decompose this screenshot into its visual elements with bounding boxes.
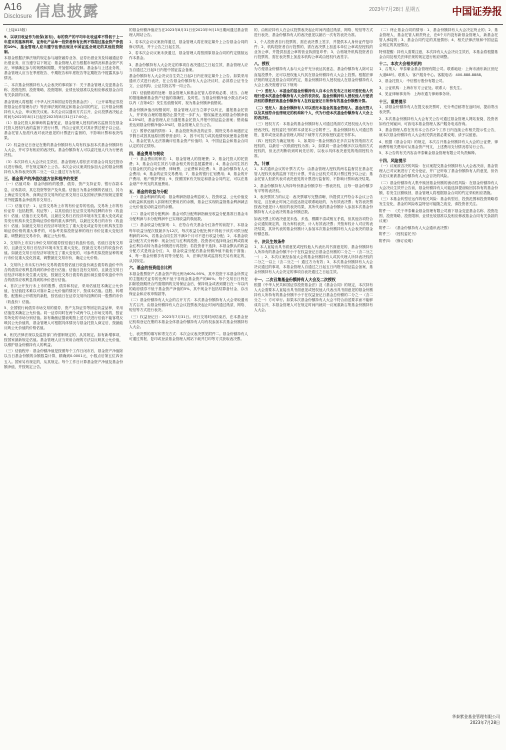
paragraph: 4、根据《基金合同》的规定，本次召开基金份额持有人大会的公证费、律师费等相关费用可从基金资产列支，上述费用支付情况将另行公告。 — [379, 139, 498, 149]
paragraph: 基金份额净值出现错误时，基金管理人应当立即予以纠正，通报基金托管人，并采取合理的措施防止损失进一步扩大；错误偏差达到基金份额净值0.25%时，基金管理人应当通报基金托管人并报中国证监会备案；错误偏差达到基金份额净值0.5%时，基金管理人应当公告。 — [129, 107, 248, 127]
paragraph: 1、若本次会议议案获得通过，基金管理人将在规定媒介上公告基金合同的修订情况，并于公告之日起生效。 — [129, 39, 248, 49]
section-heading: 四、基金费用与税收 — [129, 151, 165, 157]
paragraph: （三）估值程序：基金份额净值是按照每个工作日闭市后，基金资产净值除以当日基金份额的余额数量计算，精确到0.0001元，小数点后第五位四舍五入。国家另有规定的，从其规定。每个工作日计算基金资产净值及基金份额净值，并按规定公告。 — [4, 349, 123, 369]
paragraph: 的基金份额净值应当在2023年8月31日至2023年9月15日期间通过基金管理人网站公告。 — [129, 28, 248, 38]
paragraph: 为方便基金份额持有人参与大会并充分表达其意志，基金份额持有人除可以直接投票外，还可以授权他人代其在基金份额持有人大会上投票。根据法律法规的规定及基金合同的约定，基金份额持有人授权他人在基金份额持有人大会上表决需遵守以下规则： — [254, 67, 373, 87]
paragraph: （一）议案被否决的风险：在议案提交基金份额持有人大会表决前，基金管理人已对议案进行了充分论证，并广泛听取了基金份额持有人的意见，但仍存在议案被基金份额持有人大会否决的风险。 — [379, 164, 498, 179]
paragraph: 3、基金份额持有人大会决定的事项自表决通过之日起生效，基金管理人应当自通过之日起5日内报中国证监会备案。 — [129, 62, 248, 72]
paragraph: 1、本次通讯会议的计票方式为：由基金管理人授权的两名监督员在基金托管人授权代表的监督下进行计票，并由公证机关对其计票过程予以公证；基金托管人拒派代表对表决意见的计票进行监督的，不影响计票和表决结果。 — [254, 166, 373, 182]
paragraph: 6、相关法律法规以及监管部门有强制规定的，从其规定。如有新增事项，按国家最新规定估值。基金管理人应当采用合理的方法以反映其公允价值，以维护基金份额持有人的利益。 — [4, 332, 123, 347]
paragraph: 3、基金管理人将在发布本公告后2个工作日内连续公布相关提示性公告，就本次基金份额持有人大会相关情况做必要说明，请予以留意。 — [379, 128, 498, 138]
section-heading: 九、计票 — [254, 160, 270, 166]
text-column-4 — [379, 28, 498, 740]
paragraph: 附件一：《关于华泰紫金基金管理有限公司旗下基金变更基金名称、投资范围、投资策略、投资限制、业绩比较基准以及相应修改基金合同有关条款的议案》 — [379, 208, 498, 224]
paragraph: 根据《中华人民共和国证券投资基金法》及《基金合同》的规定，本次持有人大会需要本人直接出具书面意见或授权他人代表出具书面意见的基金份额持有人所持有的基金份额不小于在权益登记日基金总份额的二分之一（含二分之一）方可举行。如果本次基金份额持有人大会不符合前述要求而不能够成功召开，本基金管理人可在规定时间内就同一议案重新召集基金份额持有人大会。 — [254, 282, 373, 313]
paragraph: 2、基金托管人：中信银行股份有限公司。 — [379, 79, 446, 84]
paragraph: （一）委托人：本基金的基金份额持有人自本公告发布之日起可委托他人代理行使本次基金份额持有人大会的表决权。基金份额持有人授权他人行使表决权的票数按该基金份额持有人在权益登记日所持有的基金份额数计算。 — [254, 89, 373, 104]
paragraph: （二）估值方法：1、证券交易所上市的有价证券的估值。交易所上市的有价证券（包括股票、权证等），以其估值日在证券交易所挂牌的市价（收盘价）估值；估值日无交易的，且最近交易日后经济环境未发生重大变化或证券发行机构未发生影响证券价格的重大事件的，以最近交易日的市价（收盘价）估值；如最近交易日后经济环境发生了重大变化或证券发行机构发生影响证券价格的重大事件的，可参考类似投资品种的现行市价及重大变化因素，调整最近交易市价，确定公允价格。 — [4, 204, 123, 239]
paragraph: （三）授权方式：本基金的基金份额持有人可通过纸面方式授权他人代为行使表决权。授权委托书的样本请见本公告附件三。基金份额持有人可通过剪报、复印或登录基金管理人网站下载等方式获取授权委托书样本。 — [254, 122, 373, 137]
paragraph: （二）基金份额持有人大会的召开方式：本次基金份额持有人大会采取通讯方式召开，由基金份额持有人在会议投票表决起止时间内通过纸质、网络、短信等方式进行表决。 — [129, 298, 248, 313]
paragraph: 9、以项目收益作为担保(如有)，标的资产的平均年化收益率不得低于上一年度末的基准利率，证券化产品单一投资者持有比例不得超过基金资产净值的10%，基金管理人应当遵守法律法规及中国证监会规定的其他投资限制。 — [4, 34, 123, 54]
paragraph: （3）本次持有人大会决议生效后，基金管理人将依法对基金合同及托管协议进行修改，并在规定媒介上公告。本次会议议案须经参加大会的基金份额持有人所持表决权的二分之一以上通过方为有效。 — [4, 159, 123, 174]
paragraph: 特别提醒：持有人需要注意，本次持有人大会决议生效后，本基金将根据基金合同及相关法律法规的规定进行相应调整。 — [379, 49, 498, 59]
paragraph: 1、本人直接出具书面意见或授权他人代表出具书面意见的，基金份额持有人所持有的基金份额不小于在权益登记日基金总份额的二分之一（含二分之一）；2、本次议案经参加大会的基金份额持有人或其代理人所持表决权的二分之一以上（含二分之一）通过方为有效；3、本次基金份额持有人大会决议通过的事项，本基金管理人自通过之日起五日内报中国证监会备案，基金份额持有人大会决定的事项自表决通过之日起生效。 — [254, 244, 373, 275]
paragraph: 3、交易所上市未实行净价交易的债券按估值日收盘价减去债券收盘价中所含的债券应收利息得到的净价进行估值；估值日没有交易的，且最近交易日后经济环境未发生重大变化，按最近交易日债券收盘价减去债券收盘价中所含的债券应收利息得到的净价进行估值。 — [4, 262, 123, 282]
signature-company: 华泰紫金基金管理有限公司 — [452, 714, 500, 719]
paragraph: 七、表决票的填写和寄交方式：本次会议表决票见附件二。基金份额持有人可通过剪报、复印或登录基金管理人网站下载并打印等方式获取表决票。 — [129, 331, 248, 341]
paragraph: 附件四：《修订说明》 — [379, 238, 415, 243]
paragraph: 5、本公告的有关内容由华泰紫金基金管理有限公司负责解释。 — [379, 151, 479, 156]
paragraph: 1、召集人：华泰紫金基金管理有限公司。联系地址：上海市浦东新区世纪大道88号。联系人：客户服务中心。客服电话：400-888-8888。 — [379, 67, 498, 77]
paragraph: （二）受托人：基金份额持有人可以委托本基金的基金管理人、基金托管人以及其他符合法律规定的机构和个人，代为行使本次基金份额持有人大会上的表决权。 — [254, 105, 373, 120]
section-heading: 五、基金的收益与分配 — [129, 189, 168, 195]
paragraph: 1、个人投资者自行投票的，需在表决票上签字，并提供本人身份证件复印件；2、机构投资者自行投票的，需在表决票上加盖本单位公章或经授权的业务公章，并提供加盖公章的营业执照复印件；3、合格境外机构投资者自行投票的，需在表决票上加盖本机构公章或由授权代表签字。 — [254, 39, 373, 59]
paragraph: 附件三：《授权委托书》 — [379, 232, 419, 237]
paragraph: 3、公证机构：上海市东方公证处。联系人：张先生。 — [379, 85, 464, 90]
paragraph: 5、全国银行间债券市场交易的债券、资产支持证券等固定收益品种，采用估值技术确定公允价值。同一证券同时在两个或两个以上市场交易的，按证券所处的市场分别估值。如有确凿证据表明按上述方法进行估值不能客观反映其公允价值的，基金管理人可根据具体情况与基金托管人商定后，按最能反映公允价值的价格估值。 — [4, 306, 123, 331]
section-title: 信息披露 — [35, 2, 100, 20]
text-column-2 — [129, 28, 248, 740]
issue-date: 2023年7月28日 星期五 — [369, 7, 420, 13]
newspaper-masthead: 中国证券报 — [452, 7, 502, 18]
section-heading: 十三、重要提示 — [379, 98, 407, 104]
paragraph: （2）权益登记日登记在册的基金份额持有人均有权参加本次基金份额持有人大会，并可享有相应的表决权。基金份额持有人可以委托他人代为行使表决权。 — [4, 142, 123, 158]
paragraph: （五）暂停估值的情形：1、基金投资所涉及的证券、期货交易市场遇法定节假日或因其他原因暂停营业时；2、因不可抗力或其他情形致使基金管理人、基金托管人无法准确评估基金资产价值时；3、中国证监会和基金合同认定的其它情形。 — [129, 129, 248, 149]
paragraph: 本基金根据法律法规的规定参与融资融券业务、证券出借业务及转融通证券出借业务，应当遵守以下规定：基金管理人应当根据市场情况和基金资产状况，审慎确定参与的规模和期限，并加强风险控制。基金参与上述业务的，基金管理人应当在季度报告、中期报告和年度报告等定期报告中披露其参与情况。 — [4, 56, 123, 81]
paragraph: 4、首次公开发行未上市的股票、债券和权证，采用估值技术确定公允价值，在估值技术难以可靠计量公允价值的情况下，按成本估值。送股、转增股、配股和公开增发的新股，按估值日在证券交易所挂牌的同一股票的市价（收盘价）估值。 — [4, 284, 123, 304]
paragraph: 3、表决票效力的认定：表决票填写完整清晰，所提供文件符合本会议公告规定，且在截止时间之前送达指定联系地址的，为有效表决票；有效表决票按表决意见计入相应的表决结果，其所代表的基金份额计入参加本次基金份额持有人大会表决的基金份额总数。 — [254, 195, 373, 215]
paragraph: （二）基金份额持有人集中赎回基金份额的流动性风险：在基金份额持有人大会决议生效并公告前，基金份额持有人可能选择提前赎回其持有的基金份额，若发生巨额赎回，基金管理人将根据基金合同的约定采取相应措施。 — [379, 180, 498, 195]
section-heading: 十四、风险提示 — [379, 157, 407, 163]
signature-block — [382, 714, 500, 725]
section-heading: 六、基金的投资组合比例 — [129, 265, 172, 271]
paragraph: （一）估值对象：基金所拥有的股票、债券、资产支持证券、银行存款本息、应收款项、其它投资等资产及负债。估值日为基金份额的估值日，其为上海证券交易所、深圳证券交易所的正常交易日以及国家法律法规规定需要对外披露基金净值的非交易日。 — [4, 182, 123, 202]
paragraph: （四）估值错误的处理：基金管理人和基金托管人将采取必要、适当、合理的措施确保基金资产估值的准确性、及时性。当基金份额净值小数点后4位以内（含第4位）发生估值错误时，视为基金份额净值错误。 — [129, 91, 248, 106]
header-rule — [3, 24, 503, 25]
signature-date: 2023年7月28日 — [470, 719, 500, 725]
paragraph: 二、本次基金份额持有人大会表决的事项如下：关于基金管理人变更基金名称、投资范围、投资策略、投资限制、业绩比较基准以及相应修改基金合同有关条款的议案。 — [4, 82, 123, 98]
paragraph: 的，由相应持有人在会议投票表决起止时间内通过纸质、网络、短信等方式进行表决，基金份额持有人的表决意见以最后一次有效表决为准。 — [254, 28, 373, 38]
paragraph: 4、见证律师事务所：上海市通力律师事务所。 — [379, 92, 454, 97]
paragraph: 附件二：《基金份额持有人大会通讯表决票》 — [379, 225, 451, 230]
paragraph: （一）基金费用的种类：1、基金管理人的管理费；2、基金托管人的托管费；3、基金合同生效后与基金相关的信息披露费用；4、基金合同生效后与基金相关的会计师费、律师费、公证费和诉讼费；5、基金份额持有人大会费用；6、基金的证券交易费用；7、基金的银行汇划费用；8、基金的开户费用、账户维护费用；9、按照国家有关规定和基金合同约定，可以在基金财产中列支的其他费用。 — [129, 157, 248, 187]
page-number: A16 — [4, 2, 22, 13]
paragraph: （三）基金收益分配原则：1、在符合有关基金分红条件的前提下，本基金每年收益分配次数最多为12次，每次收益分配比例不得低于该次可供分配利润的10%，若基金合同生效不满3个月可不进行收益分配；2、本基金收益分配方式分两种：现金分红与红利再投资，投资者可选择现金红利或将现金红利自动转为基金份额进行再投资；若投资者不选择，本基金默认的收益分配方式是现金分红；3、基金收益分配后基金份额净值不能低于面值；4、每一基金份额享有同等分配权；5、法律法规或监管机关另有规定的，从其规定。 — [129, 223, 248, 263]
section-heading: 八、授权 — [254, 61, 270, 67]
paragraph: 2、本次基金份额持有人大会有关公告可通过基金管理人网站查阅，投资者如有任何疑问，可致电本基金管理人客户服务电话咨询。 — [379, 116, 498, 126]
page-section-en: Disclosure — [4, 14, 33, 20]
text-column-3 — [254, 28, 373, 740]
paragraph: 基金份额持有人大会决议自生效之日起2日内在规定媒介上公告。如果采用通讯方式进行表决，在公告基金份额持有人大会决议时，必须将公证书全文、公证机构、公证员姓名等一同公告。 — [129, 74, 248, 89]
section-heading: 十一、二次召集基金份额持有人大会及二次授权 — [254, 276, 336, 282]
paragraph: （二）基金可供分配利润：基金可供分配利润指截至收益分配基准日基金未分配利润与未分配利润中已实现收益的孰低数。 — [129, 211, 248, 221]
paragraph: （二）终止基金合同的情形：1、基金份额持有人大会决定终止的；2、基金管理人、基金托管人职责终止，在6个月内没有新基金管理人、新基金托管人承接的；3、基金合同约定的其他情形；4、相关法律法规和中国证监会规定的其他情况。 — [379, 28, 498, 48]
paragraph: 本基金股票资产占基金资产的比例为60%-95%，其中投资于本基金所界定的主题相关证券的比例不低于非现金基金资产的80%；每个交易日日终在扣除股指期货合约需缴纳的交易保证金后，保持现金或者到期日在一年以内的政府债券不低于基金资产净值的5%，其中现金不包括结算备付金、存出保证金和应收申购款等。 — [129, 271, 248, 296]
paragraph: （一）基金利润的构成：基金利润指基金利息收入、投资收益、公允价值变动收益和其他收入扣除相关费用后的余额，基金已实现收益指基金利润减去公允价值变动收益后的余额。 — [129, 195, 248, 210]
text-column-1 — [4, 28, 123, 740]
section-heading: 三、基金资产的净值估值方法和程序的变更 — [4, 176, 78, 182]
paragraph: （上接A15版） — [4, 28, 29, 32]
paragraph: 如表决票上的表决意见未选、多选、模糊不清或相互矛盾，但其他各项符合会议通知规定的，视为弃权表决，计入有效表决票；并按弃权计入对应的表决结果，其所代表的基金份额计入参加本次基金份额持有人大会表决的基金份额总数。 — [254, 216, 373, 237]
page-header — [0, 0, 506, 24]
paragraph: （1）基金托管人和律师的监督见证，基金管理人授权的两名监督员在基金托管人授权代表的监督下进行计票，并由公证机关对其计票过程予以公证。基金托管人拒派代表对表决意见的计票进行监督的，不影响计票和表决结果。 — [4, 121, 123, 141]
paragraph: 2、交易所上市实行净价交易的债券按估值日收盘价估值，估值日没有交易的，且最近交易日后经济环境未发生重大变化，按最近交易日的收盘价估值。如最近交易日后经济环境发生了重大变化的，可参考类似投资品种的现行市价及重大变化因素，调整最近交易市价，确定公允价格。 — [4, 240, 123, 261]
section-heading: 十二、本次大会相关机构 — [379, 61, 422, 67]
paragraph: （三）权益登记日：2023年7月31日。该日交易时间结束后，在本基金登记机构登记在册的本基金全体基金份额持有人均有权参加本次基金份额持有人大会。 — [129, 314, 248, 329]
paragraph: （三）本基金转型后运作的相关风险：基金转型后，投资范围和投资策略将发生变化，基金的风险收益特征可能随之改变，请投资者关注。 — [379, 197, 498, 207]
section-heading: 十、决议生效条件 — [254, 238, 286, 244]
paragraph: 1、请基金份额持有人在提交表决票时，充分考虑邮寄在途时间，提前寄出表决票。 — [379, 104, 498, 114]
paragraph: 2、若本次会议议案未获通过，基金管理人将按照原基金合同的约定继续运作本基金。 — [129, 51, 248, 61]
paragraph: 基金管理人将根据《中华人民共和国证券投资基金法》、《公开募集证券投资基金运作管理办法》等法律法规的规定和基金合同的约定，召开基金份额持有人大会，审议相关议案。本次会议以通讯方式召开，会议投票表决起止时间为2023年8月1日起至2023年8月31日17:00止。 — [4, 99, 123, 119]
paragraph: （四）授权效力确定规则：1、如果同一基金份额存在多次以有效纸面方式授权的，以最后一次纸面授权为准；2、如果同一基金份额多次以纸面方式授权的，但无法判断收到时间先后的，以表示具体表决意见的纸面授权为准。 — [254, 139, 373, 159]
paragraph: 2、基金份额持有人所持每份基金份额享有一票表决权，且每一基金份额享有平等的表决权。 — [254, 183, 373, 193]
